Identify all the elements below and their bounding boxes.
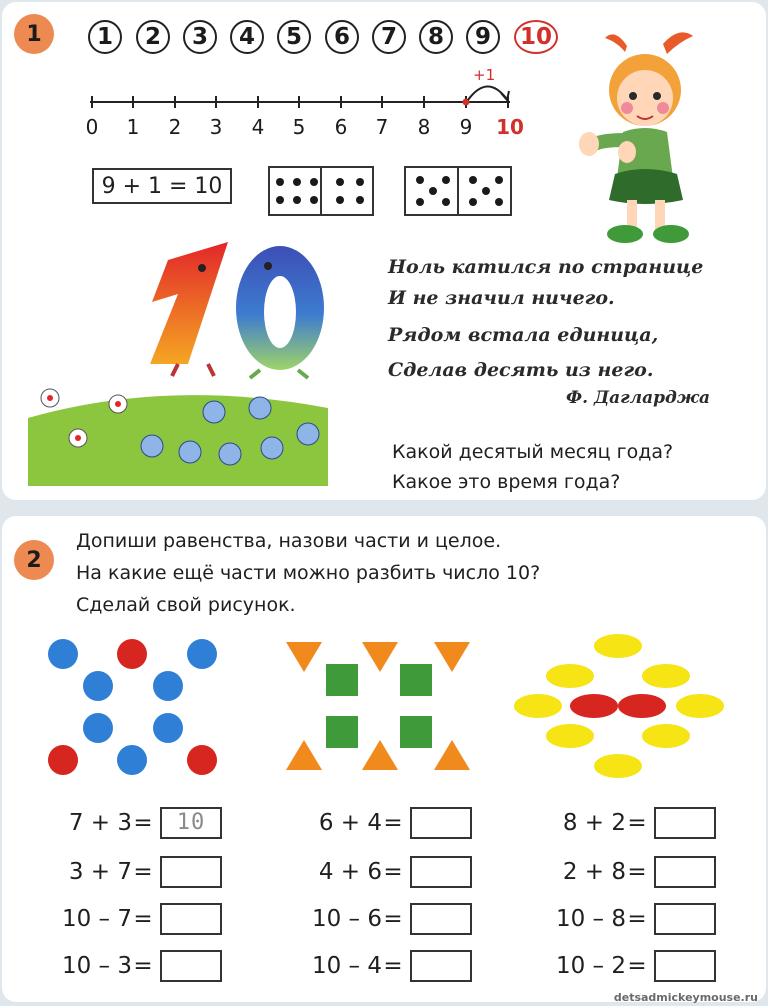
tick-label: 3 (209, 115, 223, 139)
equals-sign: = (627, 859, 647, 885)
sequence-number-highlighted: 10 (514, 20, 558, 54)
equation-expression: 10 – 2 (555, 953, 626, 979)
question-line: Какое это время года? (392, 471, 621, 493)
task-instruction: Допиши равенства, назови части и целое. (76, 530, 502, 552)
domino-dot (482, 187, 490, 195)
green-square (400, 716, 432, 748)
blue-circle (117, 745, 147, 775)
equation-row (276, 902, 472, 936)
domino-dot (310, 196, 318, 204)
circles-picture (40, 632, 230, 782)
girl-illustration (575, 28, 725, 250)
red-oval (618, 694, 666, 718)
green-square (326, 716, 358, 748)
domino-dot (469, 198, 477, 206)
yellow-oval (546, 724, 594, 748)
domino-dot (442, 198, 450, 206)
equation-expression: 2 + 8 (562, 859, 626, 885)
domino-dot (336, 196, 344, 204)
poem-line: И не значил ничего. (388, 287, 615, 309)
red-oval (570, 694, 618, 718)
blue-circle (83, 713, 113, 743)
domino-half (320, 168, 372, 214)
domino-dot (276, 196, 284, 204)
orange-triangle-down (286, 642, 322, 672)
answer-box[interactable] (410, 807, 472, 839)
green-square (326, 664, 358, 696)
task-instruction: Сделай свой рисунок. (76, 594, 296, 616)
yellow-oval (594, 754, 642, 778)
question-line: Какой десятый месяц года? (392, 441, 674, 463)
equals-sign: = (627, 810, 647, 836)
example-equation: 9 + 1 = 10 (92, 168, 232, 204)
step-label: +1 (473, 66, 496, 84)
tick-label: 4 (251, 115, 265, 139)
orange-triangle-up (434, 740, 470, 770)
domino-dot (442, 176, 450, 184)
domino-dot (416, 198, 424, 206)
domino-6-4 (268, 166, 374, 216)
shapes-picture (282, 632, 482, 782)
domino-dot (356, 178, 364, 186)
answer-box[interactable] (654, 856, 716, 888)
blue-circle (153, 671, 183, 701)
red-circle (187, 745, 217, 775)
sequence-number: 5 (277, 20, 311, 54)
domino-dot (495, 198, 503, 206)
equation-row (520, 902, 716, 936)
answer-box[interactable] (410, 903, 472, 935)
sequence-number: 2 (136, 20, 170, 54)
answer-box[interactable] (410, 856, 472, 888)
equation-expression: 6 + 4 (318, 810, 382, 836)
sequence-number: 9 (466, 20, 500, 54)
equals-sign: = (627, 953, 647, 979)
equation-row (26, 855, 222, 889)
sequence-number: 4 (230, 20, 264, 54)
domino-dot (293, 196, 301, 204)
equation-row (520, 949, 716, 983)
ovals-picture (510, 632, 740, 782)
answer-box[interactable] (654, 903, 716, 935)
domino-dot (495, 176, 503, 184)
number-line (80, 60, 530, 120)
green-square (400, 664, 432, 696)
equation-row (26, 902, 222, 936)
tick-label: 6 (334, 115, 348, 139)
poem-author: Ф. Дагларджа (566, 388, 711, 408)
answer-box[interactable] (654, 807, 716, 839)
blue-circle (48, 639, 78, 669)
sequence-number: 7 (372, 20, 406, 54)
orange-triangle-down (434, 642, 470, 672)
tick-label: 1 (126, 115, 140, 139)
task-number-badge: 1 (14, 14, 54, 54)
equation-row (276, 855, 472, 889)
equals-sign: = (383, 906, 403, 932)
yellow-oval (594, 634, 642, 658)
domino-dot (336, 178, 344, 186)
equation-row (26, 806, 222, 840)
equation-expression: 3 + 7 (68, 859, 132, 885)
equation-row (276, 949, 472, 983)
equation-expression: 4 + 6 (318, 859, 382, 885)
sequence-number: 3 (183, 20, 217, 54)
answer-box[interactable] (160, 903, 222, 935)
domino-dot (276, 178, 284, 186)
watermark: detsadmickeymouse.ru (613, 991, 758, 1004)
equation-expression: 10 – 3 (61, 953, 132, 979)
tick-label: 2 (168, 115, 182, 139)
task-number-badge: 2 (14, 540, 54, 580)
tick-label: 5 (292, 115, 306, 139)
sequence-number: 8 (419, 20, 453, 54)
domino-half (270, 168, 320, 214)
orange-triangle-up (286, 740, 322, 770)
answer-box[interactable]: 10 (160, 807, 222, 839)
equation-row (276, 806, 472, 840)
equation-row (26, 949, 222, 983)
answer-box[interactable] (410, 950, 472, 982)
equation-expression: 7 + 3 (68, 810, 132, 836)
blue-circle (83, 671, 113, 701)
tick-label: 9 (459, 115, 473, 139)
tick-label-highlighted: 10 (496, 115, 524, 139)
equals-sign: = (133, 859, 153, 885)
tick-label: 8 (417, 115, 431, 139)
answer-box[interactable] (160, 856, 222, 888)
equals-sign: = (383, 859, 403, 885)
red-circle (48, 745, 78, 775)
domino-5-5 (404, 166, 512, 216)
task-instruction: На какие ещё части можно разбить число 10? (76, 562, 541, 584)
blue-circle (187, 639, 217, 669)
red-circle (117, 639, 147, 669)
equation-expression: 8 + 2 (562, 810, 626, 836)
equals-sign: = (133, 810, 153, 836)
sequence-number: 6 (325, 20, 359, 54)
yellow-oval (642, 724, 690, 748)
blue-circle (153, 713, 183, 743)
tick-label: 7 (375, 115, 389, 139)
domino-half (457, 168, 510, 214)
orange-triangle-down (362, 642, 398, 672)
poem-line: Ноль катился по странице (388, 256, 704, 278)
tick-label: 0 (85, 115, 99, 139)
equation-expression: 10 – 6 (311, 906, 382, 932)
equation-expression: 10 – 8 (555, 906, 626, 932)
equals-sign: = (383, 953, 403, 979)
sequence-number: 1 (88, 20, 122, 54)
equation-row (520, 806, 716, 840)
equals-sign: = (133, 953, 153, 979)
equation-expression: 10 – 7 (61, 906, 132, 932)
domino-dot (416, 176, 424, 184)
equation-row (520, 855, 716, 889)
poem-line: Сделав десять из него. (388, 359, 654, 381)
equation-expression: 10 – 4 (311, 953, 382, 979)
equals-sign: = (383, 810, 403, 836)
domino-dot (356, 196, 364, 204)
poem-line: Рядом встала единица, (388, 324, 659, 346)
yellow-oval (514, 694, 562, 718)
orange-triangle-up (362, 740, 398, 770)
domino-dot (469, 176, 477, 184)
yellow-oval (642, 664, 690, 688)
domino-dot (310, 178, 318, 186)
equals-sign: = (627, 906, 647, 932)
number-ten-illustration (28, 238, 348, 486)
answer-box[interactable] (654, 950, 716, 982)
yellow-oval (676, 694, 724, 718)
yellow-oval (546, 664, 594, 688)
equals-sign: = (133, 906, 153, 932)
domino-half (406, 168, 457, 214)
domino-dot (429, 187, 437, 195)
domino-dot (293, 178, 301, 186)
answer-box[interactable] (160, 950, 222, 982)
